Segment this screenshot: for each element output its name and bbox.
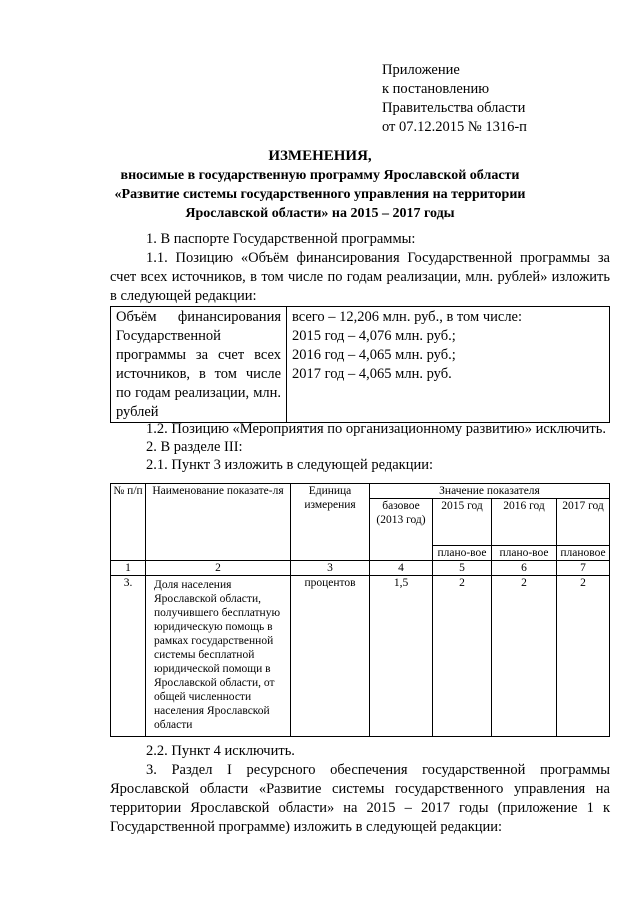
title-line: «Развитие системы государственного управления на территории	[114, 187, 526, 202]
paragraph-2-1: 2.1. Пункт 3 изложить в следующей редакции:	[146, 457, 434, 473]
column-number-row	[111, 561, 610, 576]
paragraph-2: 2. В разделе III:	[146, 439, 243, 455]
col-number: 5	[433, 561, 492, 576]
table-header-row	[111, 484, 610, 499]
header-unit: Единица измерения	[291, 484, 370, 561]
paragraph-1: 1. В паспорте Государственной программы:	[146, 231, 416, 247]
annex-line: к постановлению	[382, 81, 490, 97]
indicator-table	[110, 483, 610, 737]
finance-label-cell: Объём финансирования Государственной программы за счет всех источников, в том числе по годам реализации, млн. рублей	[111, 307, 287, 423]
finance-line: 2016 год – 4,065 млн. руб.;	[292, 347, 456, 363]
title-line: вносимые в государственную программу Ярославской области	[120, 168, 520, 183]
finance-line: 2017 год – 4,065 млн. руб.	[292, 366, 452, 382]
col-number: 2	[146, 561, 291, 576]
annex-line: Правительства области	[382, 100, 526, 116]
header-planned: плано-вое	[492, 546, 557, 561]
paragraph-3: 3. Раздел I ресурсного обеспечения государственной программы Ярославской области «Развитие системы государственного управления на территории Ярославской области» на 2015 – 2017 годы (приложение 1 к Государственной программе) изложить в следующей редакции:	[110, 762, 610, 835]
table-row	[111, 576, 610, 737]
header-name: Наименование показате-ля	[146, 484, 291, 561]
table-row	[111, 307, 610, 423]
row-base: 1,5	[370, 576, 433, 737]
finance-table	[110, 306, 610, 423]
col-number: 3	[291, 561, 370, 576]
document-title	[96, 147, 544, 223]
header-2015: 2015 год	[433, 499, 492, 546]
header-value-group: Значение показателя	[370, 484, 610, 499]
row-unit: процентов	[291, 576, 370, 737]
finance-line: всего – 12,206 млн. руб., в том числе:	[292, 309, 523, 325]
header-2017: 2017 год	[557, 499, 610, 546]
header-planned: плано-вое	[433, 546, 492, 561]
row-num: 3.	[111, 576, 146, 737]
finance-values-cell	[287, 307, 610, 423]
header-planned: плановое	[557, 546, 610, 561]
row-2017: 2	[557, 576, 610, 737]
annex-block	[382, 61, 527, 137]
col-number: 6	[492, 561, 557, 576]
finance-line: 2015 год – 4,076 млн. руб.;	[292, 328, 456, 344]
paragraph-1-2: 1.2. Позицию «Мероприятия по организационному развитию» исключить.	[146, 421, 606, 437]
title-main: ИЗМЕНЕНИЯ,	[268, 148, 372, 164]
annex-line: Приложение	[382, 62, 460, 78]
header-2016: 2016 год	[492, 499, 557, 546]
header-num: № п/п	[111, 484, 146, 561]
paragraph-1-1: 1.1. Позицию «Объём финансирования Государственной программы за счет всех источников, в том числе по годам реализации, млн. рублей» изложить в следующей редакции:	[110, 250, 610, 304]
row-2016: 2	[492, 576, 557, 737]
row-2015: 2	[433, 576, 492, 737]
col-number: 1	[111, 561, 146, 576]
annex-line: от 07.12.2015 № 1316-п	[382, 119, 527, 135]
paragraph-2-2: 2.2. Пункт 4 исключить.	[146, 743, 295, 759]
row-name: Доля населения Ярославской области, получившего бесплатную юридическую помощь в рамках государственной системы бесплатной юридической помощи в Ярославской области, от общей численности населения Ярославской области	[146, 576, 291, 737]
col-number: 7	[557, 561, 610, 576]
title-line: Ярославской области» на 2015 – 2017 годы	[185, 206, 455, 221]
col-number: 4	[370, 561, 433, 576]
header-base: базовое (2013 год)	[370, 499, 433, 561]
